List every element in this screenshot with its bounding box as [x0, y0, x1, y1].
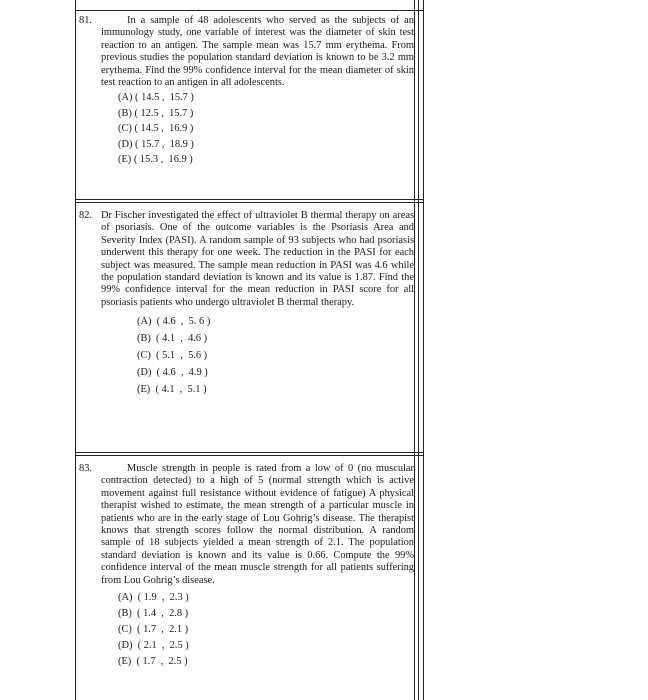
- table-border-right-outer: [423, 0, 424, 700]
- option-a: (A) ( 1.9 , 2.3 ): [118, 592, 189, 604]
- question-81: [77, 15, 414, 167]
- row-divider-4: [75, 455, 423, 456]
- table-border-top: [75, 10, 423, 11]
- option-e: (E) ( 4.1 , 5.1 ): [137, 384, 207, 396]
- question-text: In a sample of 48 adolescents who served as the subjects of an immunology study, one variable of interest was the diameter of skin test reaction to an antigen. The sample mean was 15.7 mm erythema. From previous studies the population standard deviation is known to be 3.2 mm erythema. Find the 99% confidence interval for the mean diameter of skin test reaction to an antigen in all adolescents.: [101, 15, 414, 89]
- row-divider-2: [75, 202, 423, 203]
- question-82: [77, 210, 414, 398]
- question-text: Dr Fischer investigated the effect of ultraviolet B thermal therapy on areas of psoriasis. One of the outcome variables is the Psoriasis Area and Severity Index (PASI). A random sample of 93 subjects who had psoriasis underwent this therapy for one week. The reduction in the PASI for each subject was measured. The sample mean reduction in PASI was 4.6 while the population standard deviation is known and its value is 1.87. Find the 99% confidence interval for the mean reduction in PASI score for all psoriasis patients who undergo ultraviolet B thermal therapy.: [101, 210, 414, 308]
- option-b: (B) ( 4.1 , 4.6 ): [137, 333, 208, 345]
- table-border-right-middle: [418, 0, 419, 700]
- question-number: 82.: [79, 210, 92, 221]
- option-e: (E) ( 1.7 , 2.5 ): [118, 656, 188, 668]
- option-b: (B) ( 1.4 , 2.8 ): [118, 608, 189, 620]
- option-c: (C) ( 14.5 , 16.9 ): [118, 123, 194, 135]
- table-border-left: [75, 0, 76, 700]
- question-83: [77, 463, 414, 670]
- option-a: (A) ( 4.6 , 5. 6 ): [137, 316, 211, 328]
- question-number: 83.: [79, 463, 92, 474]
- option-c: (C) ( 5.1 , 5.6 ): [137, 350, 208, 362]
- row-divider-1: [75, 199, 423, 200]
- question-text: Muscle strength in people is rated from a low of 0 (no muscular contraction detected) to a high of 5 (normal strength which is active movement against full resistance without evidence of fatigue) A physical therapist wished to estimate, the mean strength of a particular muscle in patients who are in the early stage of Lou Gohrig’s disease. The therapist knows that strength scores follow the normal distribution. A random sample of 18 subjects yielded a mean strength of 2.1. The population standard deviation is known and its value is 0.66. Compute the 99% confidence interval of the mean muscle strength for all patients suffering from Lou Gohrig’s disease.: [101, 463, 414, 586]
- table-border-right-inner: [414, 0, 415, 700]
- option-d: (D) ( 4.6 , 4.9 ): [137, 367, 208, 379]
- answer-options: [118, 90, 414, 167]
- row-divider-3: [75, 452, 423, 453]
- option-e: (E) ( 15.3 , 16.9 ): [118, 154, 193, 165]
- answer-options: [118, 590, 414, 670]
- option-d: (D) ( 2.1 , 2.5 ): [118, 640, 189, 652]
- option-b: (B) ( 12.5 , 15.7 ): [118, 107, 194, 119]
- answer-options: [137, 313, 414, 398]
- option-a: (A) ( 14.5 , 15.7 ): [118, 92, 194, 104]
- option-d: (D) ( 15.7 , 18.9 ): [118, 138, 194, 150]
- question-number: 81.: [79, 15, 92, 26]
- option-c: (C) ( 1.7 , 2.1 ): [118, 624, 189, 636]
